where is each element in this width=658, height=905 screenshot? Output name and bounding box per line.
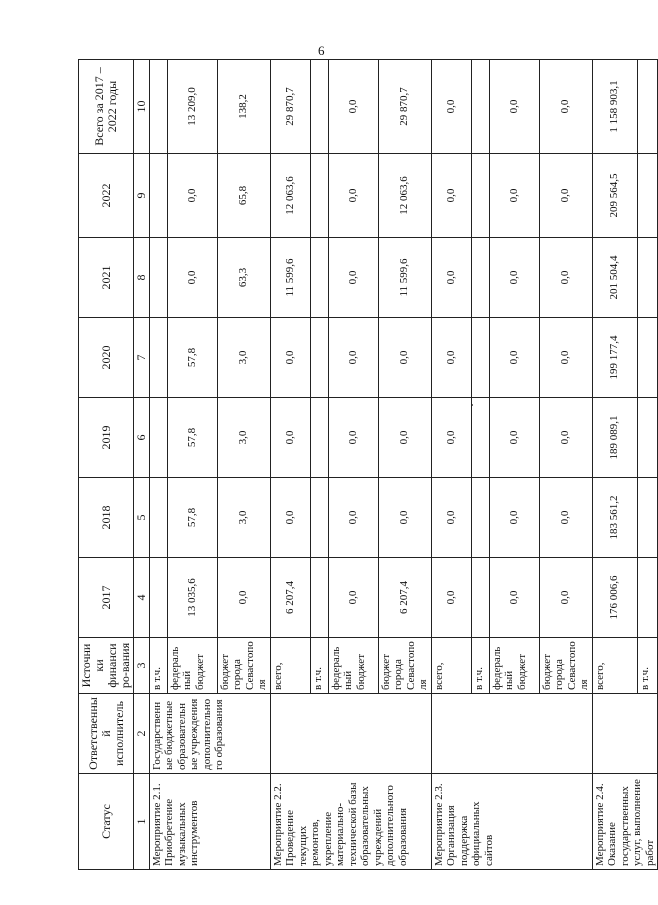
year-value: 0,0	[328, 154, 378, 238]
year-value: 65,8	[217, 154, 270, 238]
year-value: 0,0	[270, 478, 310, 558]
year-value: 3,0	[217, 478, 270, 558]
financing-table	[78, 59, 658, 870]
total-value: 13 209,0	[167, 60, 217, 154]
year-value: 11 599,6	[270, 238, 310, 318]
year-value	[149, 154, 167, 238]
year-value: 0,0	[431, 154, 471, 238]
table-row	[149, 60, 167, 870]
header-responsible: Ответственный исполнитель	[79, 694, 134, 774]
year-value: 201 504,4	[592, 238, 637, 318]
event-status: Мероприятие 2.3. Организация поддержка официальных сайтов	[431, 774, 592, 870]
event-status: Мероприятие 2.4. Оказание государственных услуг, выполнение работ	[592, 774, 658, 870]
header-sources: Источники финансиро-вания	[79, 638, 134, 694]
year-value: 0,0	[431, 238, 471, 318]
year-value: 0,0	[328, 558, 378, 638]
year-value	[637, 478, 657, 558]
funding-source: всего,	[270, 638, 310, 694]
event-responsible	[592, 694, 658, 774]
column-number: 7	[134, 318, 150, 398]
header-total: Всего за 2017 – 2022 годы	[79, 60, 134, 154]
year-value: 0,0	[328, 398, 378, 478]
year-value: 176 006,6	[592, 558, 637, 638]
event-responsible	[431, 694, 592, 774]
table-row	[592, 60, 637, 870]
total-value	[637, 60, 657, 154]
year-value	[637, 238, 657, 318]
column-number-row	[134, 60, 150, 870]
year-value: 12 063,6	[270, 154, 310, 238]
year-value: 57,8	[167, 398, 217, 478]
column-number: 1	[134, 774, 150, 870]
year-value	[471, 478, 489, 558]
total-value: 29 870,7	[378, 60, 431, 154]
year-value: 0,0	[270, 398, 310, 478]
column-number: 3	[134, 638, 150, 694]
year-value: 199 177,4	[592, 318, 637, 398]
table-row	[431, 60, 471, 870]
year-value	[310, 398, 328, 478]
year-value: 0,0	[489, 398, 539, 478]
total-value: 29 870,7	[270, 60, 310, 154]
funding-source: бюджет города Севастополя	[378, 638, 431, 694]
column-number: 9	[134, 154, 150, 238]
header-year-2018: 2018	[79, 478, 134, 558]
year-value: 0,0	[167, 238, 217, 318]
year-value: 0,0	[489, 154, 539, 238]
year-value: 0,0	[489, 558, 539, 638]
year-value: 0,0	[431, 478, 471, 558]
rotated-table-wrapper	[78, 60, 656, 870]
year-value: 0,0	[489, 318, 539, 398]
year-value: 57,8	[167, 318, 217, 398]
year-value	[471, 154, 489, 238]
year-value: 0,0	[270, 318, 310, 398]
year-value	[149, 318, 167, 398]
year-value	[637, 558, 657, 638]
funding-source: федеральный бюджет	[328, 638, 378, 694]
funding-source: бюджет города Севастополя	[539, 638, 592, 694]
year-value: 0,0	[328, 238, 378, 318]
total-value: 1 158 903,1	[592, 60, 637, 154]
year-value	[471, 238, 489, 318]
year-value	[637, 398, 657, 478]
year-value: 183 561,2	[592, 478, 637, 558]
year-value: 6 207,4	[270, 558, 310, 638]
year-value: 0,0	[539, 238, 592, 318]
funding-source: федеральный бюджет	[167, 638, 217, 694]
column-number: 6	[134, 398, 150, 478]
total-value: 0,0	[489, 60, 539, 154]
year-value: 63,3	[217, 238, 270, 318]
year-value: 0,0	[431, 398, 471, 478]
year-value	[471, 558, 489, 638]
year-value: 0,0	[217, 558, 270, 638]
total-value	[149, 60, 167, 154]
year-value	[149, 238, 167, 318]
funding-source: в т.ч.	[637, 638, 657, 694]
event-responsible: Государственные бюджетные образовательные учреждения дополнительного образования	[149, 694, 270, 774]
year-value	[310, 558, 328, 638]
year-value: 0,0	[378, 398, 431, 478]
year-value	[310, 154, 328, 238]
year-value: 0,0	[328, 318, 378, 398]
year-value	[471, 318, 489, 398]
year-value: 3,0	[217, 318, 270, 398]
year-value	[149, 478, 167, 558]
year-value: 0,0	[378, 478, 431, 558]
event-status: Мероприятие 2.2. Проведение текущих ремонтов, укрепление материально-технической базы образовательных учреждений дополнительного образования	[270, 774, 431, 870]
year-value: 0,0	[431, 558, 471, 638]
year-value	[637, 154, 657, 238]
year-value: 0,0	[378, 318, 431, 398]
year-value: 57,8	[167, 478, 217, 558]
page-number: 6	[318, 43, 325, 58]
year-value	[149, 558, 167, 638]
year-value: 189 089,1	[592, 398, 637, 478]
header-year-2021: 2021	[79, 238, 134, 318]
total-value: 0,0	[539, 60, 592, 154]
total-value	[471, 60, 489, 154]
year-value	[471, 398, 489, 478]
header-row	[79, 60, 134, 870]
year-value: 13 035,6	[167, 558, 217, 638]
header-year-2020: 2020	[79, 318, 134, 398]
event-status: Мероприятие 2.1. Приобретение музыкальных инструментов	[149, 774, 270, 870]
column-number: 10	[134, 60, 150, 154]
header-status: Статус	[79, 774, 134, 870]
year-value	[637, 318, 657, 398]
funding-source: федеральный бюджет	[489, 638, 539, 694]
column-number: 4	[134, 558, 150, 638]
total-value: 0,0	[431, 60, 471, 154]
year-value: 0,0	[431, 318, 471, 398]
funding-source: всего,	[592, 638, 637, 694]
header-year-2019: 2019	[79, 398, 134, 478]
funding-source: в т.ч.	[471, 638, 489, 694]
column-number: 5	[134, 478, 150, 558]
year-value: 3,0	[217, 398, 270, 478]
header-year-2022: 2022	[79, 154, 134, 238]
year-value: 12 063,6	[378, 154, 431, 238]
year-value	[310, 318, 328, 398]
year-value: 0,0	[167, 154, 217, 238]
event-responsible	[270, 694, 431, 774]
year-value: 0,0	[539, 398, 592, 478]
year-value: 0,0	[539, 154, 592, 238]
year-value	[310, 238, 328, 318]
year-value	[149, 398, 167, 478]
funding-source: в т.ч.	[149, 638, 167, 694]
year-value: 0,0	[539, 318, 592, 398]
total-value	[310, 60, 328, 154]
year-value: 209 564,5	[592, 154, 637, 238]
year-value: 6 207,4	[378, 558, 431, 638]
year-value: 0,0	[539, 478, 592, 558]
year-value	[310, 478, 328, 558]
total-value: 138,2	[217, 60, 270, 154]
total-value: 0,0	[328, 60, 378, 154]
year-value: 0,0	[539, 558, 592, 638]
year-value: 11 599,6	[378, 238, 431, 318]
column-number: 2	[134, 694, 150, 774]
funding-source: всего,	[431, 638, 471, 694]
year-value: 0,0	[489, 478, 539, 558]
year-value: 0,0	[328, 478, 378, 558]
column-number: 8	[134, 238, 150, 318]
year-value: 0,0	[489, 238, 539, 318]
funding-source: бюджет города Севастополя	[217, 638, 270, 694]
header-year-2017: 2017	[79, 558, 134, 638]
funding-source: в т.ч.	[310, 638, 328, 694]
table-row	[270, 60, 310, 870]
